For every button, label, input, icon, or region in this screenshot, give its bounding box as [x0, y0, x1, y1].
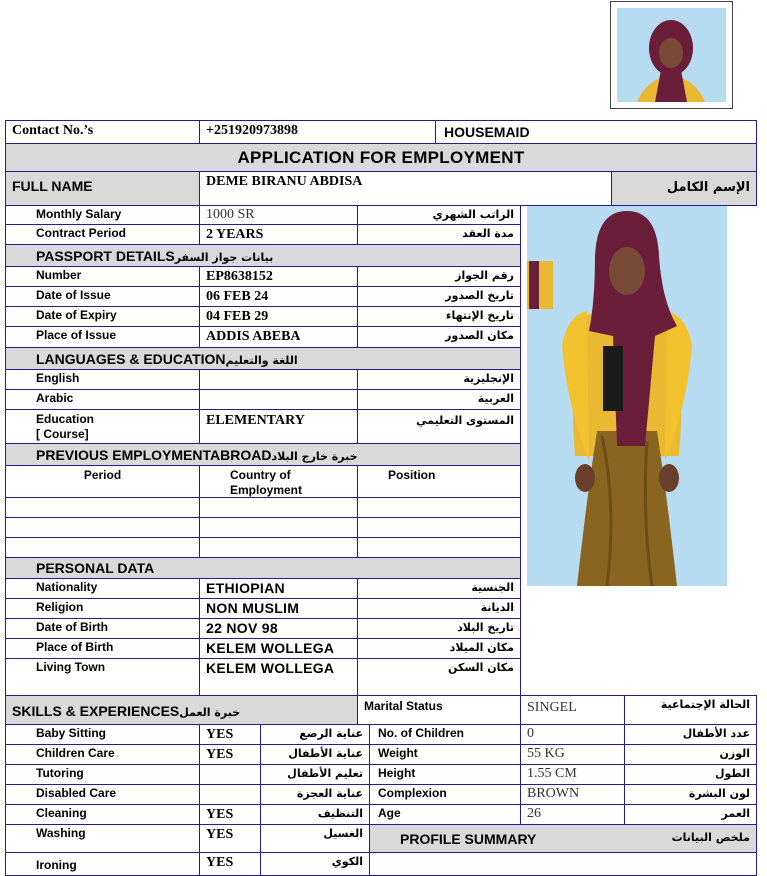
education-value: ELEMENTARY: [199, 409, 358, 444]
previous-row-3-position: [357, 537, 521, 558]
languages-section-title: [5, 347, 521, 370]
skills-title-ar: خبرة العمل: [179, 706, 241, 719]
tutoring-value: [199, 764, 261, 785]
monthly-salary-label-ar: الراتب الشهري: [357, 205, 521, 225]
weight-value: 55 KG: [520, 744, 625, 765]
previous-row-3-period: [5, 537, 200, 558]
country-header-line2: Employment: [230, 483, 303, 497]
education-label-ar: المستوى التعليمي: [357, 409, 521, 444]
washing-label: Washing: [5, 824, 200, 853]
nationality-label-ar: الجنسية: [357, 578, 521, 599]
contract-period-value: 2 YEARS: [199, 224, 358, 245]
english-label: English: [5, 369, 200, 390]
cleaning-label-ar: التنظيف: [260, 804, 370, 825]
date-of-birth-value: 22 NOV 98: [199, 618, 358, 639]
passport-photo-frame: [610, 1, 733, 109]
monthly-salary-value: 1000 SR: [199, 205, 358, 225]
age-value: 26: [520, 804, 625, 825]
contact-value: +251920973898: [199, 120, 436, 144]
baby-sitting-value: YES: [199, 724, 261, 745]
passport-title: PASSPORT DETAILS: [36, 248, 175, 264]
skills-title: SKILLS & EXPERIENCES: [12, 703, 180, 719]
marital-status-label: Marital Status: [357, 695, 521, 725]
arabic-label: Arabic: [5, 389, 200, 410]
height-value: 1.55 CM: [520, 764, 625, 785]
profile-summary-header: [369, 824, 757, 853]
no-of-children-label: No. of Children: [369, 724, 521, 745]
weight-label: Weight: [369, 744, 521, 765]
place-of-birth-value: KELEM WOLLEGA: [199, 638, 358, 659]
monthly-salary-label: Monthly Salary: [5, 205, 200, 225]
height-label-ar: الطول: [624, 764, 757, 785]
place-of-issue-label-ar: مكان الصدور: [357, 326, 521, 348]
nationality-label: Nationality: [5, 578, 200, 599]
full-body-photo: [527, 206, 727, 586]
ironing-value: YES: [199, 852, 261, 876]
date-of-issue-label-ar: تاريخ الصدور: [357, 286, 521, 307]
disabled-care-label: Disabled Care: [5, 784, 200, 805]
disabled-care-label-ar: عناية العجزة: [260, 784, 370, 805]
contract-period-label-ar: مدة العقد: [357, 224, 521, 245]
tutoring-label-ar: تعليم الأطفال: [260, 764, 370, 785]
children-care-value: YES: [199, 744, 261, 765]
baby-sitting-label-ar: عناية الرضع: [260, 724, 370, 745]
religion-value: NON MUSLIM: [199, 598, 358, 619]
marital-status-label-ar: الحالة الإجتماعية: [624, 695, 757, 725]
previous-row-1-country: [199, 497, 358, 518]
disabled-care-value: [199, 784, 261, 805]
position-title: HOUSEMAID: [435, 120, 757, 144]
living-town-value: KELEM WOLLEGA: [199, 658, 358, 696]
passport-number-label-ar: رقم الجواز: [357, 266, 521, 287]
previous-row-1-position: [357, 497, 521, 518]
contact-label: Contact No.’s: [5, 120, 200, 144]
place-of-issue-value: ADDIS ABEBA: [199, 326, 358, 348]
place-of-birth-label: Place of Birth: [5, 638, 200, 659]
height-label: Height: [369, 764, 521, 785]
period-column-header: Period: [5, 465, 200, 498]
languages-title: LANGUAGES & EDUCATION: [36, 351, 226, 367]
profile-summary-body: [369, 852, 757, 876]
passport-photo: [617, 8, 726, 102]
previous-row-2-period: [5, 517, 200, 538]
baby-sitting-label: Baby Sitting: [5, 724, 200, 745]
date-of-expiry-value: 04 FEB 29: [199, 306, 358, 327]
country-header-line1: Country of: [230, 468, 291, 482]
passport-title-ar: بيانات جواز السفر: [174, 251, 274, 264]
full-name-value: DEME BIRANU ABDISA: [199, 171, 612, 206]
english-label-ar: الإنجليزية: [357, 369, 521, 390]
arabic-label-ar: العربية: [357, 389, 521, 410]
skills-section-title: [5, 695, 358, 725]
washing-label-ar: الغسيل: [260, 824, 370, 853]
age-label-ar: العمر: [624, 804, 757, 825]
previous-employment-title-ar: خبرة خارج البلاد: [271, 450, 358, 463]
complexion-value: BROWN: [520, 784, 625, 805]
date-of-issue-label: Date of Issue: [5, 286, 200, 307]
age-label: Age: [369, 804, 521, 825]
profile-summary-title-ar: ملخص البيانات: [671, 831, 750, 844]
education-label-line1: Education: [36, 412, 95, 426]
marital-status-value: SINGEL: [520, 695, 625, 725]
passport-number-value: EP8638152: [199, 266, 358, 287]
place-of-birth-label-ar: مكان الميلاد: [357, 638, 521, 659]
children-care-label: Children Care: [5, 744, 200, 765]
ironing-label-ar: الكوي: [260, 852, 370, 876]
complexion-label: Complexion: [369, 784, 521, 805]
english-value: [199, 369, 358, 390]
application-title: APPLICATION FOR EMPLOYMENT: [5, 143, 757, 172]
living-town-label-ar: مكان السكن: [357, 658, 521, 696]
languages-title-ar: اللغة والتعليم: [225, 354, 298, 367]
arabic-value: [199, 389, 358, 410]
date-of-expiry-label-ar: تاريخ الإنتهاء: [357, 306, 521, 327]
passport-number-label: Number: [5, 266, 200, 287]
previous-row-2-position: [357, 517, 521, 538]
profile-summary-title: PROFILE SUMMARY: [400, 831, 537, 847]
education-label-line2: [ Course]: [36, 427, 89, 441]
previous-row-1-period: [5, 497, 200, 518]
religion-label-ar: الديانة: [357, 598, 521, 619]
personal-data-section-title: PERSONAL DATA: [5, 557, 521, 579]
no-of-children-value: 0: [520, 724, 625, 745]
cleaning-value: YES: [199, 804, 261, 825]
previous-employment-title: PREVIOUS EMPLOYMENTABROAD: [36, 447, 272, 463]
date-of-birth-label-ar: تاريخ البلاد: [357, 618, 521, 639]
full-name-label-ar: الإسم الكامل: [611, 171, 757, 206]
position-column-header: Position: [357, 465, 521, 498]
living-town-label: Living Town: [5, 658, 200, 696]
full-name-label: FULL NAME: [5, 171, 200, 206]
no-of-children-label-ar: عدد الأطفال: [624, 724, 757, 745]
tutoring-label: Tutoring: [5, 764, 200, 785]
education-label: [5, 409, 200, 444]
children-care-label-ar: عناية الأطفال: [260, 744, 370, 765]
complexion-label-ar: لون البشرة: [624, 784, 757, 805]
previous-row-3-country: [199, 537, 358, 558]
weight-label-ar: الوزن: [624, 744, 757, 765]
date-of-issue-value: 06 FEB 24: [199, 286, 358, 307]
country-column-header: [199, 465, 358, 498]
contract-period-label: Contract Period: [5, 224, 200, 245]
religion-label: Religion: [5, 598, 200, 619]
previous-row-2-country: [199, 517, 358, 538]
passport-section-title: [5, 244, 521, 267]
previous-employment-section-title: [5, 443, 521, 466]
place-of-issue-label: Place of Issue: [5, 326, 200, 348]
date-of-expiry-label: Date of Expiry: [5, 306, 200, 327]
date-of-birth-label: Date of Birth: [5, 618, 200, 639]
cleaning-label: Cleaning: [5, 804, 200, 825]
washing-value: YES: [199, 824, 261, 853]
ironing-label: Ironing: [5, 852, 200, 876]
nationality-value: ETHIOPIAN: [199, 578, 358, 599]
